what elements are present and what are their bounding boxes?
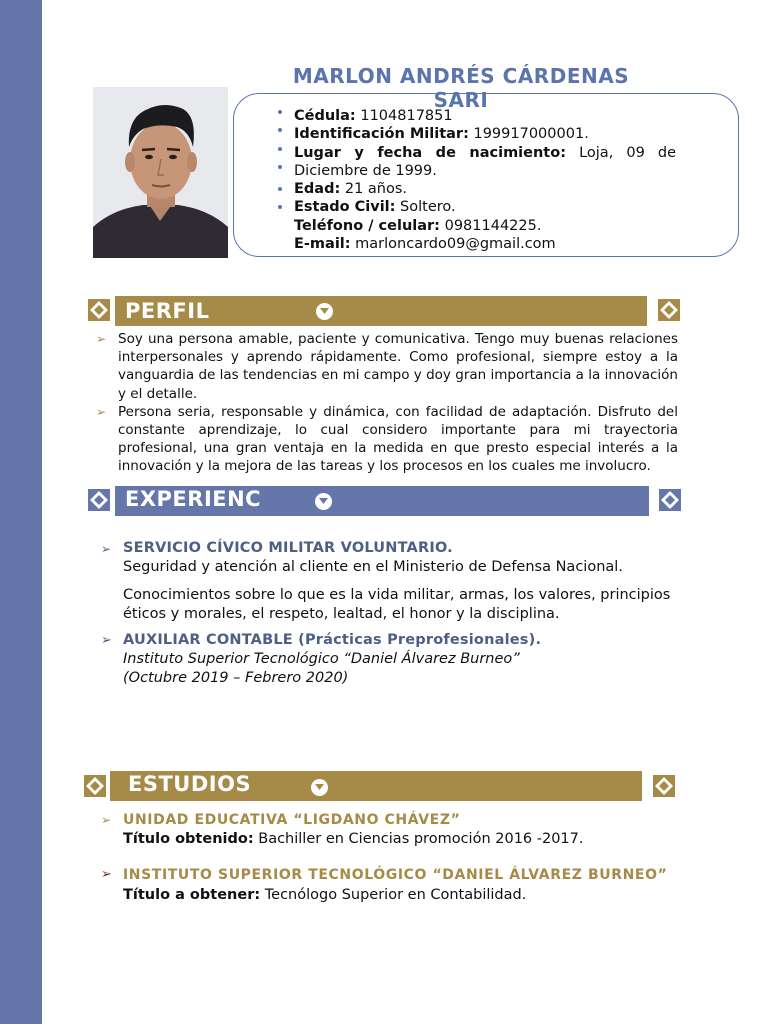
perfil-body: [96, 330, 678, 475]
experiencia-body: [101, 539, 681, 688]
diamond-ornament-icon: [653, 775, 675, 797]
education-degree: Título obtenido: Bachiller en Ciencias promoción 2016 -2017.: [123, 831, 584, 847]
arrow-bullet-icon: ➢: [96, 404, 107, 419]
estudios-header-bar: [110, 771, 642, 801]
bullet-dot: [278, 205, 282, 209]
arrow-bullet-icon: ➢: [101, 813, 112, 827]
info-bullets: [278, 110, 286, 223]
bullet-dot: [278, 165, 282, 169]
chevron-down-icon[interactable]: [311, 779, 328, 796]
chevron-down-icon[interactable]: [316, 303, 333, 320]
perfil-header-bar: [115, 296, 647, 326]
info-cedula: Cédula: 1104817851: [294, 108, 453, 124]
list-item: ➢ Soy una persona amable, paciente y comunicativa. Tengo muy buenas relaciones interpersonales y aprendo rápidamente. Como profesional, siempre estoy a la vanguardia de las tendencias en mi campo y doy gran importancia a la innovación y el detalle.: [96, 331, 678, 402]
diamond-ornament-icon: [88, 489, 110, 511]
experiencia-title: EXPERIENC: [125, 487, 262, 511]
job-description: Seguridad y atención al cliente en el Ministerio de Defensa Nacional.: [123, 559, 623, 575]
info-birth-date: Diciembre de 1999.: [294, 162, 437, 179]
perfil-title: PERFIL: [125, 299, 210, 323]
left-sidebar-band: [0, 0, 42, 1024]
job-dates: (Octubre 2019 – Febrero 2020): [123, 670, 349, 686]
job-item: [101, 631, 681, 688]
arrow-bullet-icon: ➢: [101, 542, 112, 556]
bullet-dot: [278, 147, 282, 151]
education-item: [101, 811, 685, 849]
profile-photo: [93, 87, 228, 258]
arrow-bullet-icon: ➢: [101, 633, 112, 648]
info-email: E-mail: marloncardo09@gmail.com: [294, 236, 556, 253]
diamond-ornament-icon: [658, 299, 680, 321]
arrow-bullet-icon: ➢: [101, 867, 112, 882]
bullet-dot: [278, 128, 282, 132]
info-military-id: Identificación Militar: 199917000001.: [294, 126, 589, 143]
chevron-down-icon[interactable]: [315, 493, 332, 510]
diamond-ornament-icon: [88, 299, 110, 321]
education-item: [101, 866, 685, 905]
list-item: ➢ Persona seria, responsable y dinámica, con facilidad de adaptación. Disfruto del constante aprendizaje, lo cual considero importante para mi trayectoria profesional, una gran ventaja en la medida en que presto especial interés a la innovación y la mejora de las tareas y los procesos en los cuales me involucro.: [96, 403, 678, 475]
education-title: INSTITUTO SUPERIOR TECNOLÓGICO “DANIEL ÁLVAREZ BURNEO”: [123, 867, 668, 883]
job-institution: Instituto Superior Tecnológico “Daniel Álvarez Burneo”: [123, 651, 520, 667]
bullet-dot: [278, 110, 282, 114]
education-title: UNIDAD EDUCATIVA “LIGDANO CHÁVEZ”: [123, 812, 461, 828]
info-civil-status: Estado Civil: Soltero.: [294, 199, 456, 216]
personal-info-box: [233, 93, 739, 257]
bullet-dot: [278, 187, 282, 191]
job-title: SERVICIO CÍVICO MILITAR VOLUNTARIO.: [123, 540, 453, 556]
candidate-name: MARLON ANDRÉS CÁRDENAS SARI: [292, 64, 630, 112]
experiencia-header-bar: [115, 486, 649, 516]
job-description: Conocimientos sobre lo que es la vida militar, armas, los valores, principios éticos y morales, el respeto, lealtad, el honor y la disciplina.: [123, 587, 671, 622]
diamond-ornament-icon: [84, 775, 106, 797]
info-age: Edad: 21 años.: [294, 181, 408, 198]
estudios-title: ESTUDIOS: [128, 772, 252, 796]
education-degree: Título a obtener: Tecnólogo Superior en Contabilidad.: [123, 887, 527, 903]
arrow-bullet-icon: ➢: [96, 332, 107, 346]
estudios-body: [101, 811, 685, 905]
diamond-ornament-icon: [659, 489, 681, 511]
info-phone: Teléfono / celular: 0981144225.: [294, 217, 542, 234]
info-birth: Lugar y fecha de nacimiento: Loja, 09 de: [294, 144, 677, 161]
job-item: [101, 539, 681, 624]
job-title: AUXILIAR CONTABLE (Prácticas Preprofesionales).: [123, 632, 542, 648]
personal-info-list: [294, 107, 677, 253]
